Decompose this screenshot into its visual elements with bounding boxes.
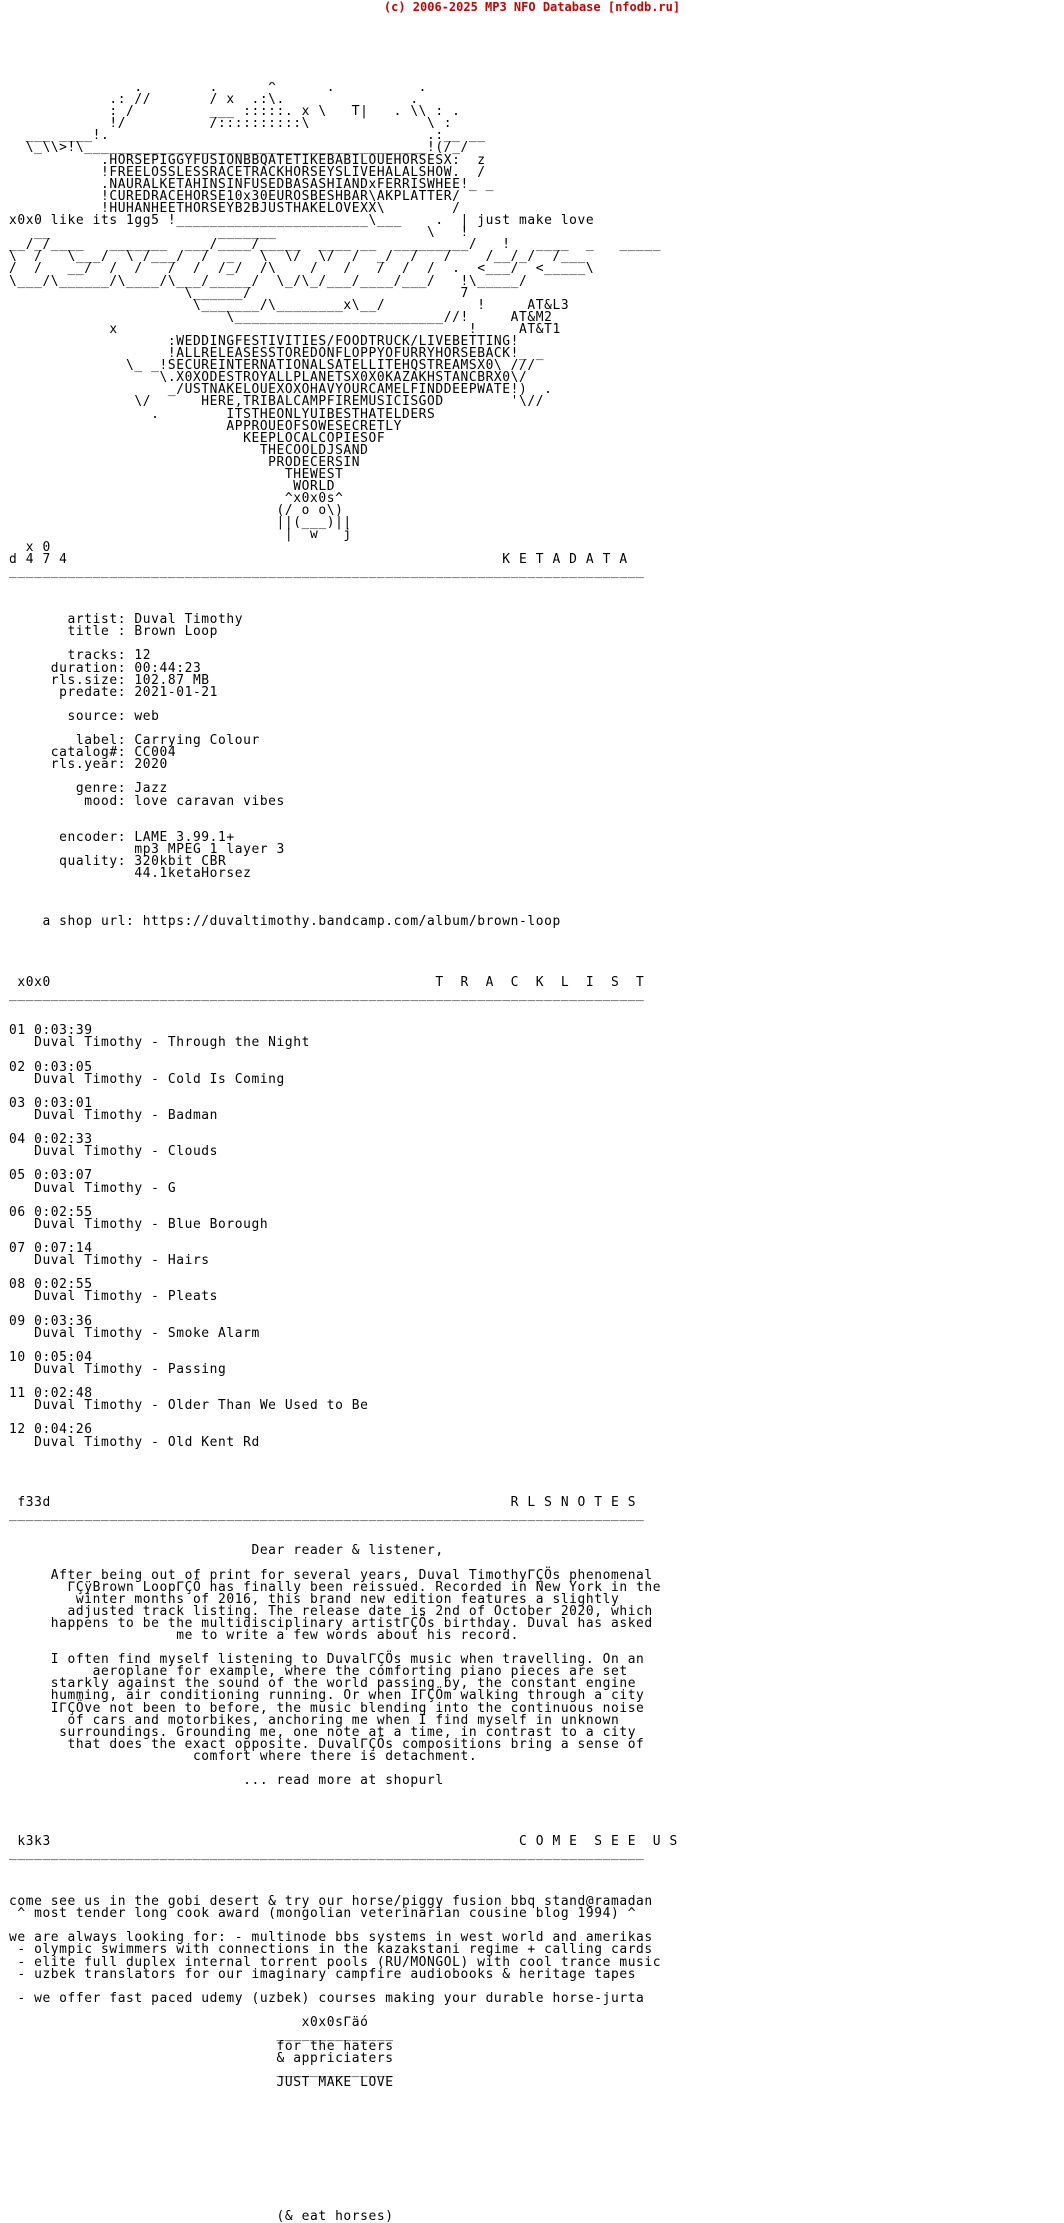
nfo-line: Duval Timothy - Smoke Alarm bbox=[34, 1325, 260, 1341]
nfo-line: - olympic swimmers with connections in the kazakstani regime + calling cards bbox=[17, 1942, 653, 1958]
nfo-line: (& eat horses) bbox=[276, 2208, 394, 2223]
nfo-line: come see us in the gobi desert & try our horse/piggy fusion bbq stand@ramadan bbox=[9, 1894, 653, 1910]
nfo-line: 44.1ketaHorsez bbox=[134, 866, 252, 882]
nfo-line: KEEPLOCALCOPIESOF bbox=[243, 430, 386, 446]
nfo-line: aeroplane for example, where the comforting piano pieces are set bbox=[92, 1664, 628, 1680]
nfo-line: .: // / x .:\. _ . bbox=[109, 92, 419, 108]
nfo-line: quality: 320kbit CBR bbox=[59, 854, 227, 869]
nfo-line: x0x0 like its 1gg5 !_______________________\___ . | just make love bbox=[9, 213, 595, 229]
nfo-line: x 0 bbox=[25, 539, 51, 555]
nfo-line: & appriciaters bbox=[276, 2051, 394, 2067]
nfo-line: !CUREDRACEHORSE10x30EUROSBESHBAR\AKPLATTER/ bbox=[100, 188, 461, 204]
nfo-line: 02 0:03:05 bbox=[9, 1059, 93, 1075]
nfo-line: ____________________________________________________________________________ bbox=[9, 1845, 645, 1861]
nfo-line: \.X0XODESTROYALLPLANETSX0X0KAZAKHSTANCBRX0\/ bbox=[159, 370, 528, 386]
nfo-line: Duval Timothy - G bbox=[34, 1180, 177, 1196]
nfo-line: x ! AT&T1 bbox=[109, 321, 561, 337]
nfo-line: rls.year: 2020 bbox=[50, 757, 168, 773]
nfo-line: duration: 00:44:23 bbox=[50, 660, 202, 676]
nfo-line: / / __/ / / / / /_/ /\ / / / / / . <___/ <_____\ bbox=[9, 261, 595, 277]
nfo-line: ||(___)|| bbox=[276, 515, 352, 531]
nfo-line: starkly against the sound of the world passing by, the constant engine bbox=[50, 1676, 637, 1692]
nfo-line: _/USTNAKELOUEXOXOHAVYOURCAMELFINDDEEPWATE!) . bbox=[167, 382, 553, 398]
nfo-line: ____________________________________________________________________________ bbox=[9, 987, 645, 1003]
nfo-line: comfort where there is detachment. bbox=[192, 1748, 478, 1764]
nfo-line: humming, air conditioning running. Or when IΓÇÖm walking through a city bbox=[50, 1688, 645, 1704]
nfo-line: that does the exact opposite. DuvalΓÇÖs compositions bring a sense of bbox=[67, 1736, 645, 1752]
nfo-line: \___/\______/\____/\___/_____/ \_/\_/___/____/___/ !\_____/ bbox=[9, 273, 528, 289]
nfo-line: title : Brown Loop bbox=[67, 624, 219, 640]
nfo-line: !HUHANHEETHORSEYB2BJUSTHAKELOVEXX\ / bbox=[100, 200, 461, 216]
nfo-line: THECOOLDJSAND bbox=[259, 442, 369, 458]
nfo-line: ___ ____!. .:__ __ bbox=[25, 128, 486, 144]
nfo-line: . . ^ . . bbox=[134, 82, 428, 95]
nfo-line: \/ HERE,TRIBALCAMPFIREMUSICISGOD '\// bbox=[134, 394, 545, 410]
nfo-line: surroundings. Grounding me, one note at a time, in contrast to a city bbox=[59, 1724, 637, 1740]
nfo-line: adjusted track listing. The release date is 2nd of October 2020, which bbox=[67, 1603, 653, 1619]
nfo-line: a shop url: https://duvaltimothy.bandcamp.com/album/brown-loop bbox=[42, 914, 561, 930]
nfo-line: Duval Timothy - Old Kent Rd bbox=[34, 1434, 260, 1450]
nfo-line: \_________________________//! AT&M2 bbox=[226, 309, 553, 325]
nfo-line: . ITSTHEONLYUIBESTHATELDERS bbox=[151, 406, 436, 422]
nfo-line: \_\\>!\_________________________________________!(/_/ bbox=[25, 140, 469, 156]
nfo-line: Dear reader & listener, bbox=[251, 1543, 444, 1559]
nfo-line: me to write a few words about his record. bbox=[176, 1628, 520, 1643]
nfo-line: ... read more at shopurl bbox=[243, 1773, 444, 1789]
nfo-line: f33d R L S N O T E S bbox=[17, 1494, 637, 1510]
nfo-line: mood: love caravan vibes bbox=[84, 793, 285, 809]
nfo-line: mp3 MPEG 1 layer 3 bbox=[134, 841, 285, 857]
nfo-line: __/_/____ _______ ___/____/_____ ____ __ _________/ ! ____ _ _____ bbox=[9, 237, 662, 253]
nfo-line: Duval Timothy - Passing bbox=[34, 1361, 227, 1377]
nfo-line: 12 0:04:26 bbox=[9, 1422, 93, 1438]
nfo-line: PRODECERSIN bbox=[268, 454, 361, 470]
nfo-line: ______________ bbox=[276, 2063, 394, 2079]
nfo-line: we are always looking for: - multinode bbs systems in west world and amerikas bbox=[9, 1930, 653, 1946]
nfo-line: - we offer fast paced udemy (uzbek) courses making your durable horse-jurta bbox=[17, 1990, 645, 2006]
nfo-line: Duval Timothy - Hairs bbox=[34, 1253, 210, 1269]
nfo-line: :WEDDINGFESTIVITIES/FOODTRUCK/LIVEBETTING! bbox=[167, 333, 520, 349]
nfo-line: 08 0:02:55 bbox=[9, 1277, 93, 1293]
nfo-line: d 4 7 4 K E T A D A T A bbox=[9, 551, 628, 567]
nfo-line: 03 0:03:01 bbox=[9, 1095, 93, 1111]
nfo-line: ^ most tender long cook award (mongolian veterinarian cousine blog 1994) ^ bbox=[17, 1906, 637, 1922]
nfo-line: 05 0:03:07 bbox=[9, 1168, 93, 1184]
nfo-line: encoder: LAME 3.99.1+ bbox=[59, 829, 235, 845]
nfo-line: !FREELOSSLESSRACETRACKHORSEYSLIVEHALALSHOW. / bbox=[100, 164, 486, 180]
nfo-line: ΓÇÿBrown LoopΓÇÖ has finally been reissued. Recorded in New York in the bbox=[67, 1579, 662, 1595]
nfo-line: !/ /::::::::::\ \ : bbox=[109, 116, 453, 132]
nfo-line: source: web bbox=[67, 708, 160, 724]
nfo-line: | w j bbox=[284, 527, 352, 543]
nfo-line: 11 0:02:48 bbox=[9, 1386, 93, 1402]
nfo-text-block bbox=[9, 82, 1059, 2223]
nfo-line: predate: 2021-01-21 bbox=[59, 684, 219, 700]
nfo-line: .NAURALKETAHINSINFUSEDBASASHIANDxFERRISWHEE!_ _ bbox=[100, 176, 494, 192]
nfo-line: 10 0:05:04 bbox=[9, 1349, 93, 1365]
nfo-line: ______________ bbox=[276, 2027, 394, 2043]
nfo-line: happens to be the multidisciplinary artistΓÇÖs birthday. Duval has asked bbox=[50, 1615, 653, 1631]
nfo-line: x0x0 T R A C K L I S T bbox=[17, 974, 645, 990]
nfo-line: !ALLRELEASESSTOREDONFLOPPYOFURRYHORSEBACK!_ _ bbox=[167, 346, 545, 362]
nfo-line: I often find myself listening to DuvalΓÇÖs music when travelling. On an bbox=[50, 1652, 645, 1668]
nfo-line: Duval Timothy - Older Than We Used to Be bbox=[34, 1398, 369, 1414]
nfo-line: 04 0:02:33 bbox=[9, 1132, 93, 1148]
nfo-line: ____________________________________________________________________________ bbox=[9, 1507, 645, 1523]
site-header: (c) 2006-2025 MP3 NFO Database [nfodb.ru] bbox=[383, 0, 681, 14]
nfo-line: APPROUEOFSOWESECRETLY bbox=[226, 418, 402, 434]
nfo-line: Duval Timothy - Through the Night bbox=[34, 1035, 310, 1051]
nfo-line: __ _______ \ ! bbox=[34, 225, 469, 241]
nfo-line: IΓÇÖve not been to before, the music blending into the continuous noise bbox=[50, 1700, 645, 1716]
nfo-line: JUST MAKE LOVE bbox=[276, 2075, 394, 2091]
nfo-line: artist: Duval Timothy bbox=[67, 612, 244, 628]
nfo-line: \_ _!SECUREINTERNATIONALSATELLITEHQSTREAMSX0\ /// bbox=[126, 358, 536, 374]
nfo-line: 07 0:07:14 bbox=[9, 1241, 93, 1256]
nfo-line: .HORSEPIGGYFUSIONBBQATETIKEBABILOUEHORSESX: z bbox=[100, 152, 486, 168]
nfo-line: k3k3 C O M E S E E U S bbox=[17, 1833, 678, 1849]
nfo-line: THEWEST bbox=[284, 467, 344, 482]
nfo-line: label: Carrying Colour bbox=[75, 733, 260, 749]
nfo-line: x0x0sΓäó bbox=[301, 2015, 369, 2030]
nfo-line: tracks: 12 bbox=[67, 648, 152, 664]
nfo-line: (/ o o\) bbox=[276, 503, 344, 519]
nfo-line: 01 0:03:39 bbox=[9, 1023, 93, 1039]
nfo-line: catalog#: CC004 bbox=[50, 745, 177, 761]
nfo-line: ^x0x0s^ bbox=[284, 491, 344, 507]
nfo-line: Duval Timothy - Pleats bbox=[34, 1289, 219, 1305]
nfo-line: WORLD bbox=[293, 479, 336, 495]
nfo-line: 09 0:03:36 bbox=[9, 1313, 93, 1329]
nfo-line: - elite full duplex internal torrent pools (RU/MONGOL) with cool trance music bbox=[17, 1954, 662, 1970]
nfo-line: Duval Timothy - Cold Is Coming bbox=[34, 1071, 285, 1087]
nfo-line: winter months of 2016, this brand new edition features a slightly bbox=[75, 1591, 620, 1607]
nfo-line: for the haters bbox=[276, 2039, 394, 2055]
nfo-line: After being out of print for several years, Duval TimothyΓÇÖs phenomenal bbox=[50, 1567, 653, 1583]
nfo-line: Duval Timothy - Clouds bbox=[34, 1144, 219, 1160]
nfo-line: \_______/\________x\__/ ! AT&L3 bbox=[192, 297, 570, 313]
nfo-line: rls.size: 102.87 MB bbox=[50, 672, 210, 688]
nfo-line: ____________________________________________________________________________ bbox=[9, 563, 645, 579]
nfo-line: genre: Jazz bbox=[75, 781, 168, 797]
nfo-line: : / ___ :::::. x \ T| . \\ : . bbox=[109, 104, 461, 120]
nfo-line: Duval Timothy - Blue Borough bbox=[34, 1216, 269, 1232]
nfo-line: of cars and motorbikes, anchoring me when I find myself in unknown bbox=[67, 1712, 620, 1728]
nfo-line: \ / \___/ \ /___/ / _ \ \/ \/ / _/ / / /__/_/ /___ bbox=[9, 249, 586, 265]
nfo-line: 06 0:02:55 bbox=[9, 1204, 93, 1220]
nfo-line: - uzbek translators for our imaginary campfire audiobooks & heritage tapes bbox=[17, 1966, 637, 1982]
nfo-line: Duval Timothy - Badman bbox=[34, 1107, 219, 1123]
nfo-line: \______/ 7 bbox=[184, 285, 469, 301]
